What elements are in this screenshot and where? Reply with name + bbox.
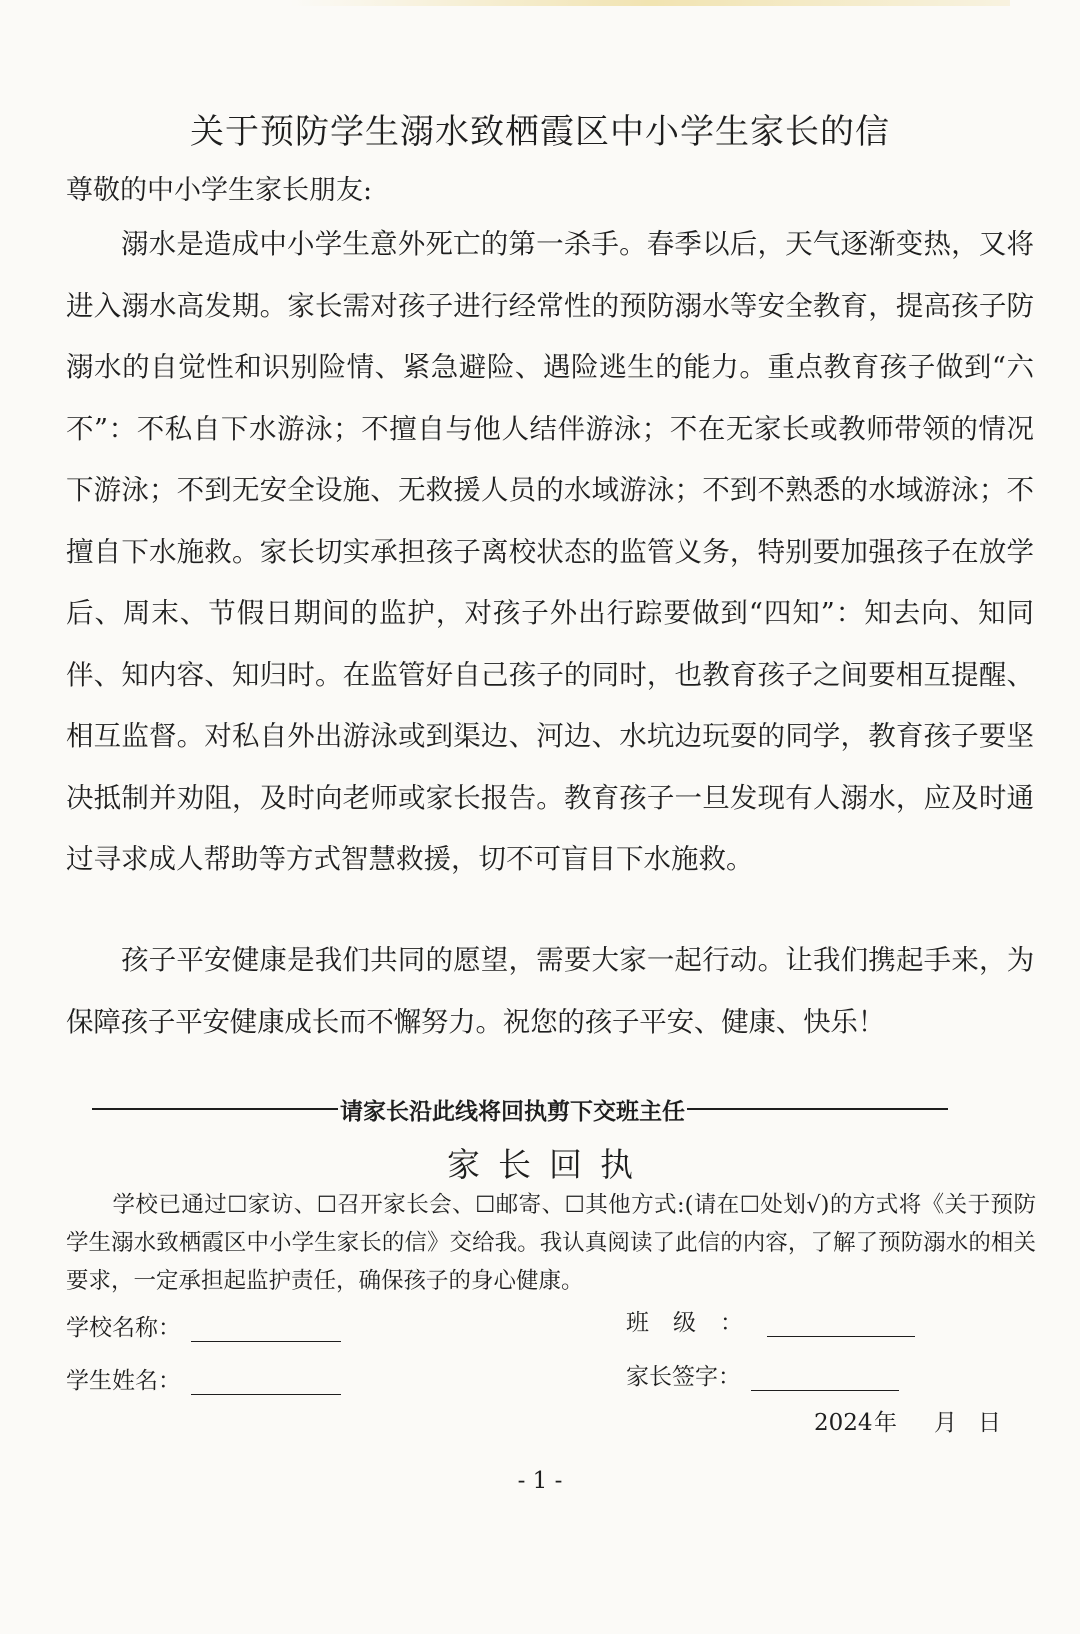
receipt-body-text: 学校已通过☐家访、☐召开家长会、☐邮寄、☐其他方式:(请在☐处划√)的方式将《关于预防学生溺水致栖霞区中小学生家长的信》交给我。我认真阅读了此信的内容，了解了预防溺水的相关要求，一定承担起监护责任，确保孩子的身心健康。 <box>66 1192 1036 1294</box>
letter-title: 关于预防学生溺水致栖霞区中小学生家长的信 <box>190 112 890 152</box>
page-number: - 1 - <box>517 1468 563 1494</box>
date-year: 2024 <box>814 1410 873 1436</box>
student-name-label: 学生姓名： <box>66 1368 181 1394</box>
parent-signature-blank[interactable] <box>751 1360 899 1391</box>
scan-edge-stain <box>290 0 1010 6</box>
body-paragraph-1: 溺水是造成中小学生意外死亡的第一杀手。春季以后，天气逐渐变热，又将进入溺水高发期。家长需对孩子进行经常性的预防溺水等安全教育，提高孩子防溺水的自觉性和识别险情、紧急避险、遇险逃生的能力。重点教育孩子做到“六不”：不私自下水游泳；不擅自与他人结伴游泳；不在无家长或教师带领的情况下游泳；不到无安全设施、无救援人员的水域游泳；不到不熟悉的水域游泳；不擅自下水施救。家长切实承担孩子离校状态的监管义务，特别要加强孩子在放学后、周末、节假日期间的监护，对孩子外出行踪要做到“四知”：知去向、知同伴、知内容、知归时。在监管好自己孩子的同时，也教育孩子之间要相互提醒、相互监督。对私自外出游泳或到渠边、河边、水坑边玩耍的同学，教育孩子要坚决抵制并劝阻，及时向老师或家长报告。教育孩子一旦发现有人溺水，应及时通过寻求成人帮助等方式智慧救援，切不可盲目下水施救。 <box>66 228 1034 875</box>
student-name-field <box>66 1364 341 1398</box>
school-name-label: 学校名称： <box>66 1315 181 1341</box>
date-month-unit: 月 <box>934 1410 957 1436</box>
parent-signature-label: 家长签字： <box>626 1364 741 1390</box>
date-day-unit: 日 <box>978 1410 1001 1436</box>
school-name-blank[interactable] <box>191 1311 341 1342</box>
class-blank[interactable] <box>767 1306 915 1337</box>
body-paragraph-2: 孩子平安健康是我们共同的愿望，需要大家一起行动。让我们携起手来，为保障孩子平安健康成长而不懈努力。祝您的孩子平安、健康、快乐！ <box>66 944 1034 1038</box>
salutation: 尊敬的中小学生家长朋友: <box>66 175 373 206</box>
class-label: 班级： <box>626 1310 767 1336</box>
receipt-date <box>814 1404 1001 1437</box>
cut-line <box>92 1093 948 1125</box>
cut-line-instruction: 请家长沿此线将回执剪下交班主任 <box>338 1093 687 1126</box>
receipt-body <box>66 1186 1036 1300</box>
student-name-blank[interactable] <box>191 1364 341 1395</box>
receipt-title: 家长回执 <box>447 1145 651 1184</box>
class-field <box>626 1306 915 1340</box>
school-name-field <box>66 1311 341 1345</box>
parent-signature-field <box>626 1360 899 1394</box>
date-year-unit: 年 <box>874 1410 897 1436</box>
